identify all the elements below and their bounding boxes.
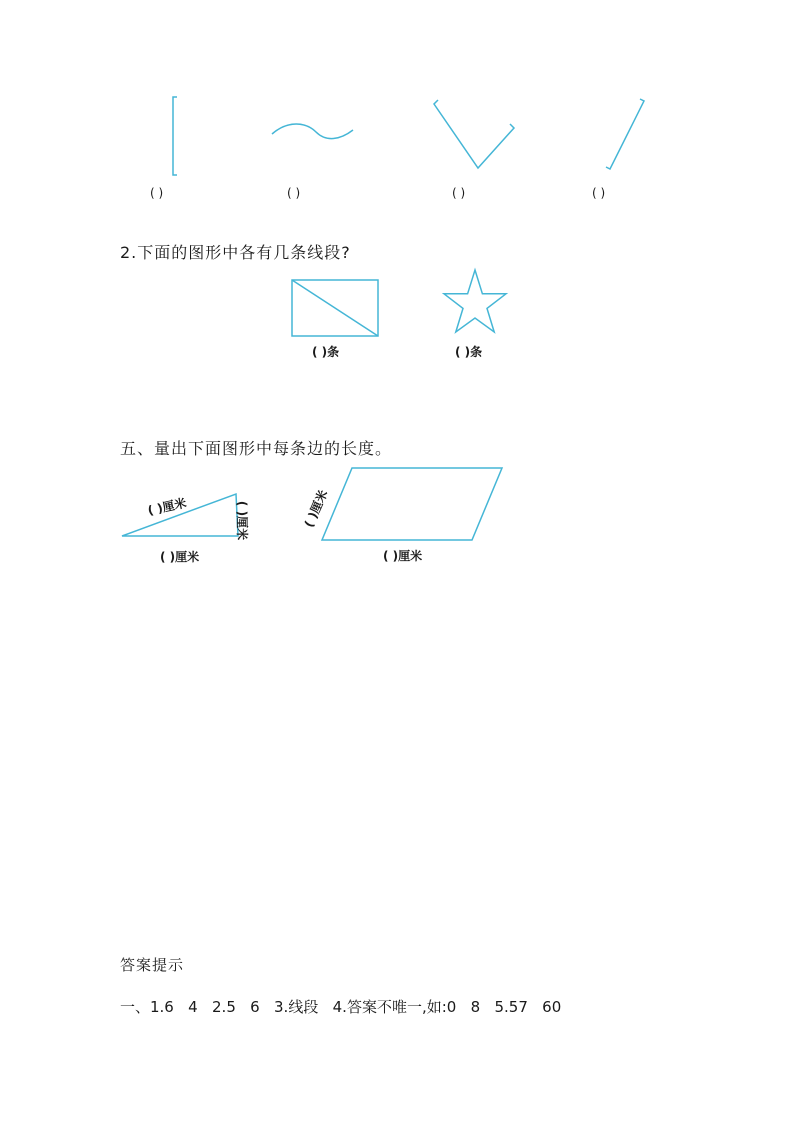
triangle-bottom-side-label[interactable]: ( )厘米 [160,550,200,564]
blank-3[interactable]: ( ) [452,186,466,200]
segment-figure [600,97,655,177]
answers-title: 答案提示 [120,956,185,974]
blank-1[interactable]: ( ) [150,186,164,200]
parallelogram-figure [320,466,506,542]
rectangle-with-diagonal-figure [290,278,382,338]
answers-line: 一、1.6 4 2.5 6 3.线段 4.答案不唯一,如:0 8 5.57 60 [120,998,562,1016]
blank-2[interactable]: ( ) [287,186,301,200]
parallelogram-left-side-label[interactable]: ( )厘米 [301,487,331,530]
parallelogram-bottom-side-label[interactable]: ( )厘米 [383,549,423,563]
triangle-right-side-label[interactable]: ( )厘米 [235,500,250,541]
rect-segment-count-label[interactable]: ( )条 [312,345,340,359]
star-figure [440,268,510,336]
bracket-line-figure [165,95,185,180]
star-segment-count-label[interactable]: ( )条 [455,345,483,359]
question-5: 五、量出下面图形中每条边的长度。 [120,439,393,458]
triangle-top-side-label[interactable]: ( )厘米 [146,495,188,518]
question-2: 2.下面的图形中各有几条线段? [120,243,351,262]
blank-4[interactable]: ( ) [592,186,606,200]
curve-figure [268,118,358,148]
angle-ray-figure [430,98,520,173]
